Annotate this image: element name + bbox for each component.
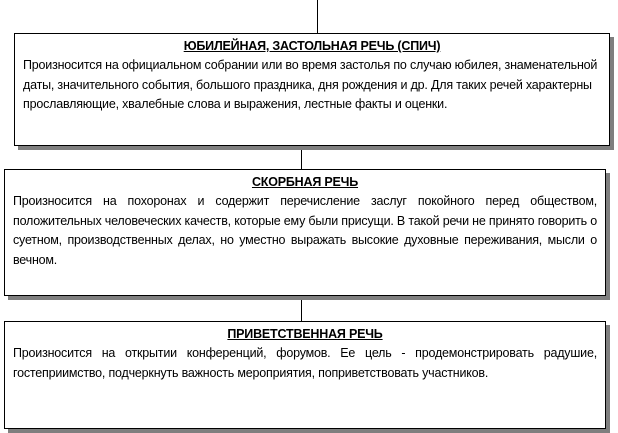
box-title: ПРИВЕТСТВЕННАЯ РЕЧЬ [227,327,383,341]
box-title: ЮБИЛЕЙНАЯ, ЗАСТОЛЬНАЯ РЕЧЬ (СПИЧ) [183,39,441,53]
speech-type-box-welcome [4,321,606,429]
box-description: Произносится на похоронах и содержит перечисление заслуг покойного перед обществом, положительных человеческих качеств, которые ему были присущи. В такой речи не принято говорить о суетном, производственных делах, но уместно выражать высокие духовные переживания, мысли о вечном. [13,194,597,267]
box-title: СКОРБНАЯ РЕЧЬ [251,175,359,189]
box-description: Произносится на официальном собрании или во время застолья по случаю юбилея, знаменательной даты, значительного события, большого праздника, дня рождения и др. Для таких речей характерны прославляющие, хвалебные слова и выражения, лестные факты и оценки. [23,58,598,111]
box-description: Произносится на открытии конференций, форумов. Ее цель - продемонстрировать радушие, гостеприимство, подчеркнуть важность мероприятия, поприветствовать участников. [13,346,597,380]
connector-1-2 [301,146,302,169]
connector-2-3 [301,296,302,321]
connector-top [317,0,318,33]
speech-type-box-jubilee [14,33,610,146]
speech-type-box-mourning [4,169,606,296]
